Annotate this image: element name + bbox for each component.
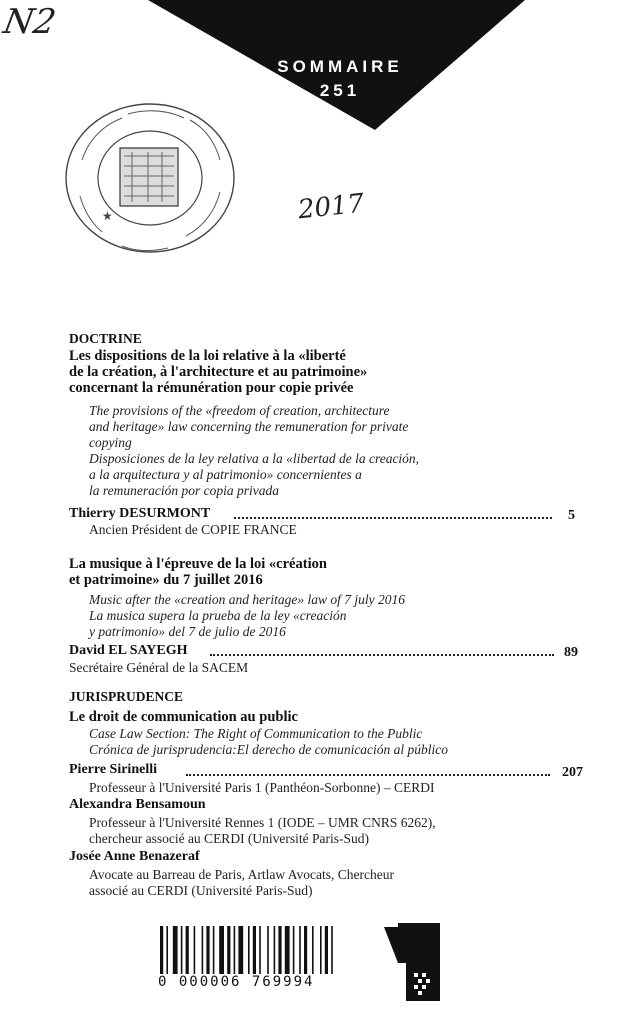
article1-affiliation: Ancien Président de COPIE FRANCE (89, 522, 297, 537)
barcode-bar (248, 926, 250, 974)
barcode-bar (274, 926, 276, 974)
barcode-bar (186, 926, 189, 974)
barcode-bar (206, 926, 209, 974)
barcode-bar (331, 926, 333, 974)
barcode-digits: 0 000006 769994 (158, 974, 315, 990)
affiliation-line: chercheur associé au CERDI (Université Paris-Sud) (89, 831, 370, 846)
dot-leader (234, 517, 552, 519)
barcode-bar (227, 926, 230, 974)
affiliation-line: Professeur à l'Université Rennes 1 (IODE – UMR CNRS 6262), (89, 815, 436, 830)
translation-line: La musica supera la prueba de la ley «creación (89, 608, 347, 623)
barcode-bar (325, 926, 328, 974)
handwritten-mark: N2 (0, 2, 59, 42)
barcode-bar (253, 926, 256, 974)
article2-title-line: et patrimoine» du 7 juillet 2016 (69, 572, 263, 588)
barcode-bar (259, 926, 261, 974)
article1-title-line: de la création, à l'architecture et au patrimoine» (69, 364, 368, 380)
barcode-bar (213, 926, 215, 974)
dot-leader (210, 654, 554, 656)
translation-line: Crónica de jurisprudencia:El derecho de comunicación al público (89, 742, 449, 757)
barcode-bar (173, 926, 178, 974)
handwritten-year: 2017 (296, 188, 366, 226)
section-heading-doctrine: DOCTRINE (69, 331, 142, 346)
header-title: SOMMAIRE (277, 57, 403, 76)
issue-number: 251 (319, 81, 361, 100)
jurisprudence-aff1: Professeur à l'Université Paris 1 (Panthéon-Sorbonne) – CERDI (89, 780, 435, 795)
barcode-bar (312, 926, 314, 974)
barcode-bar (160, 926, 163, 974)
jurisprudence-title: Le droit de communication au public (69, 709, 298, 725)
translation-line: Disposiciones de la ley relativa a la «libertad de la creación, (89, 451, 420, 466)
translation-line: The provisions of the «freedom of creation, architecture (89, 403, 390, 418)
translation-line: and heritage» law concerning the remuneration for private (89, 419, 409, 434)
dot-leader (186, 774, 550, 776)
jurisprudence-aff3 (89, 867, 394, 899)
barcode-bar (166, 926, 168, 974)
barcode-bar (304, 926, 307, 974)
barcode-bar (234, 926, 236, 974)
article1-title (69, 348, 367, 396)
barcode-bar (238, 926, 243, 974)
barcode-bar (219, 926, 224, 974)
svg-text:★: ★ (102, 209, 113, 223)
affiliation-line: Avocate au Barreau de Paris, Artlaw Avocats, Chercheur (89, 867, 395, 882)
jurisprudence-author1: Pierre Sirinelli (69, 762, 157, 777)
barcode-bar (285, 926, 290, 974)
jurisprudence-translations (89, 726, 448, 758)
barcode-bar (320, 926, 322, 974)
article1-title-line: concernant la rémunération pour copie privée (69, 380, 354, 396)
jurisprudence-author3: Josée Anne Benazeraf (69, 849, 200, 864)
section-heading-jurisprudence: JURISPRUDENCE (69, 689, 184, 704)
article2-author: David EL SAYEGH (69, 643, 188, 658)
article2-page: 89 (564, 645, 578, 660)
article1-translations (89, 403, 419, 499)
article2-title (69, 556, 327, 588)
barcode-bar (194, 926, 196, 974)
article1-author: Thierry DESURMONT (69, 506, 211, 521)
barcode-bar (278, 926, 281, 974)
publisher-logo (384, 923, 440, 1001)
barcode-bar (181, 926, 183, 974)
article2-translations (89, 592, 405, 640)
library-stamp (62, 100, 242, 260)
jurisprudence-page: 207 (562, 765, 583, 780)
translation-line: Case Law Section: The Right of Communication to the Public (89, 726, 423, 741)
translation-line: la remuneración por copia privada (89, 483, 279, 498)
translation-line: copying (89, 435, 132, 450)
jurisprudence-author2: Alexandra Bensamoun (69, 797, 206, 812)
translation-line: y patrimonio» del 7 de julio de 2016 (89, 624, 286, 639)
barcode-bar (267, 926, 269, 974)
barcode (160, 926, 370, 974)
article2-affiliation: Secrétaire Général de la SACEM (69, 660, 249, 675)
translation-line: Music after the «creation and heritage» law of 7 july 2016 (89, 592, 405, 607)
barcode-bar (293, 926, 295, 974)
article1-title-line: Les dispositions de la loi relative à la «liberté (69, 348, 346, 364)
jurisprudence-aff2 (89, 815, 436, 847)
affiliation-line: associé au CERDI (Université Paris-Sud) (89, 883, 313, 898)
article1-page: 5 (568, 508, 575, 523)
barcode-bar (299, 926, 301, 974)
translation-line: a la arquitectura y al patrimonio» concernientes a (89, 467, 362, 482)
barcode-bar (202, 926, 204, 974)
article2-title-line: La musique à l'épreuve de la loi «création (69, 556, 327, 572)
